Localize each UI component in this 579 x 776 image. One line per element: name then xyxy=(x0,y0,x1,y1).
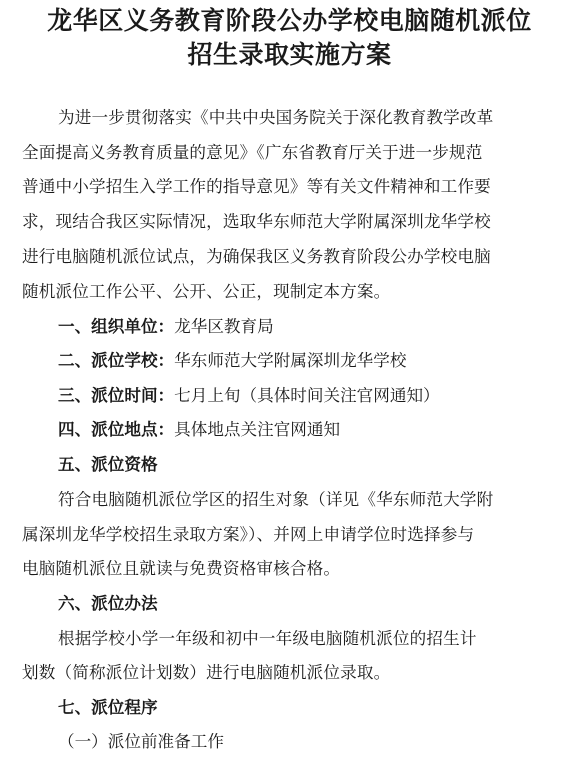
section-time xyxy=(58,385,440,407)
section-label: 三、派位时间： xyxy=(58,386,175,405)
section-heading-eligibility: 五、派位资格 xyxy=(58,455,158,474)
eligibility-line: 属深圳龙华学校招生录取方案》）、并网上申请学位时选择参与 xyxy=(22,525,475,544)
eligibility-line: 电脑随机派位且就读与免费资格审核合格。 xyxy=(22,559,341,578)
method-line: 根据学校小学一年级和初中一年级电脑随机派位的招生计 xyxy=(58,629,477,648)
intro-line: 为进一步贯彻落实《中共中央国务院关于深化教育教学改革 xyxy=(58,108,494,127)
title-line-2: 招生录取实施方案 xyxy=(187,40,392,69)
title-line-1: 龙华区义务教育阶段公办学校电脑随机派位 xyxy=(47,6,532,35)
section-value: 七月上旬（具体时间关注官网通知） xyxy=(174,386,440,405)
intro-line: 进行电脑随机派位试点，为确保我区义务教育阶段公办学校电脑 xyxy=(22,247,491,266)
section-location xyxy=(58,419,340,441)
intro-line: 全面提高义务教育质量的意见》《广东省教育厅关于进一步规范 xyxy=(22,143,483,162)
section-heading-procedure: 七、派位程序 xyxy=(58,698,158,717)
section-organizer xyxy=(58,316,274,338)
intro-line: 随机派位工作公平、公开、公正，现制定本方案。 xyxy=(22,282,391,301)
section-value: 具体地点关注官网通知 xyxy=(174,420,341,439)
subsection-heading-preparation: （一）派位前准备工作 xyxy=(58,732,224,751)
section-label: 二、派位学校： xyxy=(58,351,175,370)
section-label: 一、组织单位： xyxy=(58,317,175,336)
section-value: 华东师范大学附属深圳龙华学校 xyxy=(174,351,407,370)
intro-line: 求，现结合我区实际情况，选取华东师范大学附属深圳龙华学校 xyxy=(22,212,491,231)
method-line: 划数（简称派位计划数）进行电脑随机派位录取。 xyxy=(22,663,391,682)
section-value: 龙华区教育局 xyxy=(174,317,274,336)
intro-line: 普通中小学招生入学工作的指导意见》等有关文件精神和工作要 xyxy=(22,177,491,196)
eligibility-line: 符合电脑随机派位学区的招生对象（详见《华东师范大学附 xyxy=(58,490,494,509)
section-school xyxy=(58,350,406,372)
section-label: 四、派位地点： xyxy=(58,420,175,439)
section-heading-method: 六、派位办法 xyxy=(58,594,158,613)
